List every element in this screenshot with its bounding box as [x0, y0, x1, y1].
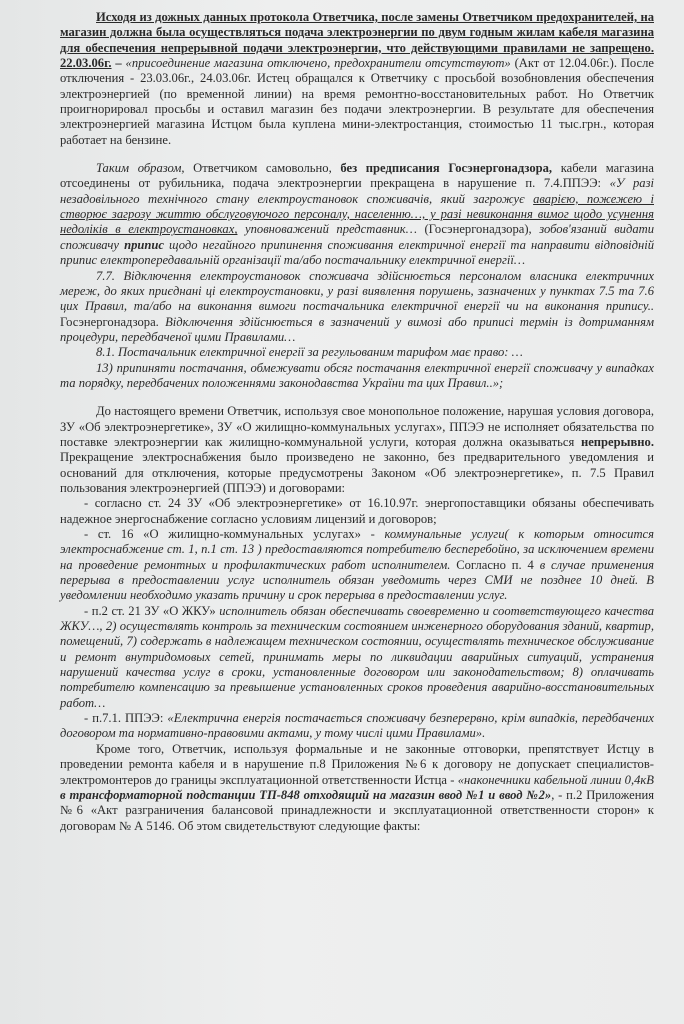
rule-7-7-end: Відключення здійснюється в зазначений у вимозі або приписі термін із дотриманням процедури, передбаченої цими Правилами…: [60, 314, 654, 344]
article-24-text: - согласно ст. 24 ЗУ «Об электроэнергетике» от 16.10.97г. энергопоставщики обязаны обеспечивать надежное энергоснабжение согласно условиям лицензий и договоров;: [60, 496, 654, 526]
protocol-quote: «присоединение магазина отключено, предохранители отсутствуют»: [125, 56, 511, 71]
paragraph-article-21: [60, 604, 654, 711]
rule-7-4-quote-underlined: аварією, пожежею і створює загрозу життю обслуговуючого персоналу, населенню…, у разі невиконання вимог щодо усунення недоліків в електроустановках,: [60, 191, 654, 237]
no-prescription-text: без предписания Госэнергонадзора,: [340, 161, 553, 176]
continuity-text-end: Прекращение электроснабжения было произведено не законно, без предварительного уведомления и оснований для отключения, которые предусмотрены Законом «Об электроэнергетике», п. 7.5 Правил пользования электроэнергией (ППЭЭ) и договорами:: [60, 450, 654, 495]
article-16-ref: - ст. 16 «О жилищно-коммунальных услугах» -: [84, 527, 385, 541]
article-16-clause-4: Согласно п. 4: [450, 557, 540, 572]
rule-7-4-quote-representative: уповноважений представник…: [237, 222, 417, 237]
rule-7-4-quote-start: «У разі незадовільного технічного стану електроустановок споживачів, який загрожує: [60, 176, 654, 206]
rule-7-7-text: 7.7. Відключення електроустановок споживача здійснюється персоналом власника електричних мереж, до яких приєднані ці електроустановки, у разі виявлення порушень, зазначених у пунктах 7.5 та 7.6 цих Правил, та/або на виконання вимоги постачальника електричної енергії чи на виконання припису..: [60, 268, 654, 314]
protocol-lead-text: Исходя из дожных данных протокола Ответчика, после замены Ответчиком предохранителей, на магазин должна была осуществляться подача электроэнергии по двум годным жилам кабеля магазина для обеспечения непрерывной подачи электроэнергии, что действующими правилами не запрещено. 22.03.06г.: [60, 10, 654, 71]
paragraph-continuity: [60, 404, 654, 496]
appendix-6-text: , - п.2 Приложения №6 «Акт разграничения балансовой принадлежности и эксплуатационной ответственности сторон» к договорам № А 5146. Об этом свидетельствуют следующие факты:: [60, 787, 654, 833]
paragraph-article-16: [60, 527, 654, 604]
continuously-word: непрерывно.: [580, 434, 654, 449]
continuity-text-start: До настоящего времени Ответчик, используя свое монопольное положение, нарушая условия договора, ЗУ «Об электроэнергетике», ЗУ «О жилищно-коммунальных услугах», ППЭЭ не исполняет обязательства по поставке электроэнергии как жилищно-коммунальной услуги, которая должна оказываться: [60, 404, 654, 449]
protocol-rest: (Акт от 12.04.06г.). После отключения - 23.03.06г., 24.03.06г. Истец обращался к Ответчику с просьбой возобновления обеспечения электроэнергией (по временной линии) на время ремонтно-восстановительных работ. Но Ответчик проигнорировал просьбы и оставил магазин без подачи электроэнергии. В результате для обеспечения электроэнергией магазина Истцом была куплена мини-электростанция, стоимостью 11 тыс.грн., которая работает на бензине.: [60, 56, 654, 147]
rule-13-text: 13) припиняти постачання, обмежувати обсяг постачання електричної енергії споживачу у випадках та порядку, передбачених положеннями законодавства України та цих Правил..»;: [60, 360, 654, 390]
article-16-quote: коммунальные услуги( к которым относится электроснабжение ст. 1, п.1 ст. 13 ) предоставляются потребителю бесперебойно, за исключением времени на проведение ремонтных и профилактических работ исполнителем.: [60, 527, 654, 572]
repair-obstruction-text: Кроме того, Ответчик, используя формальные и не законные отговорки, препятствует Истцу в проведении ремонта кабеля и в нарушение п.8 Приложения №6 к договору не допускает специалистов-электромонтеров до границы эксплуатационной ответственности Истца -: [60, 741, 654, 787]
cable-tips-quote: «наконечники кабельной линии 0,4кВ: [457, 772, 654, 787]
prescription-word: припис: [124, 237, 164, 252]
rule-7-1-ref: - п.7.1. ППЭЭ:: [84, 711, 168, 726]
self-disconnection-text: Ответчиком самовольно,: [184, 161, 341, 176]
gosenergonadzor-note: (Госэнергонадзора),: [416, 222, 540, 237]
paragraph-repair-obstruction: [60, 742, 654, 834]
article-16-notice-quote: в случае применения перерыва в предоставлении услуг исполнитель обязан уведомить через СМИ не позднее 10 дней. В уведомлении необходимо указать причину и срок перерыва в предоставлении услуг.: [60, 557, 654, 603]
thus-phrase: Таким образом,: [96, 161, 185, 176]
rule-7-1-quote: «Електрична енергія постачається споживачу безперервно, крім випадків, передбачених договором та нормативно-правовими актами, у тому числі цими Правилами».: [60, 711, 655, 741]
paragraph-protocol-data: [60, 10, 654, 148]
rule-7-4-quote-end: щодо негайного припинення споживання електричної енергії та направити відповідній припис електропередавальній організації та/або постачальнику електричної енергії…: [60, 237, 654, 268]
violation-ref-text: кабели магазина отсоединены от рубильника, подача электроэнергии прекращена в нарушение п. 7.4.ППЭЭ:: [60, 161, 654, 191]
paragraph-rule-8-1: [60, 345, 654, 360]
article-21-quote: исполнитель обязан обеспечивать своевременно и соответствующего качества ЖКУ…, 2) осуществлять контроль за техническим состоянием инженерного оборудования зданий, квартир, помещений, 7) содержать в надлежащем техническом состоянии, осуществлять техническое обслуживание и ремонт внутридомовых сетей, принимать меры по ликвидации аварийных ситуаций, устранения нарушений качества услуг в сроки, установленные договором или законодательством; 8) оплачивать потребителю компенсацию за превышение установленных сроков проведения аварийно-восстановительных работ…: [60, 603, 654, 710]
paragraph-rule-7-7: [60, 269, 654, 346]
article-21-ref: - п.2 ст. 21 ЗУ «О ЖКУ»: [84, 603, 220, 618]
rule-7-4-quote-obliged: зобов'язаний видати споживачу: [60, 222, 655, 252]
protocol-dash: –: [111, 56, 126, 71]
rule-7-7-gosenergonadzor: Госэнергонадзора.: [60, 314, 166, 329]
rule-8-1-text: 8.1. Постачальник електричної енергії за регульованим тарифом має право: …: [96, 345, 523, 360]
paragraph-self-disconnection: [60, 161, 654, 268]
paragraph-article-24: [60, 496, 654, 527]
paragraph-rule-13: [60, 361, 654, 392]
substation-tp-848-quote: в трансформаторной подстанции ТП-848 отходящий на магазин ввод №1 и ввод №2»: [60, 787, 552, 802]
paragraph-rule-7-1: [60, 711, 654, 742]
